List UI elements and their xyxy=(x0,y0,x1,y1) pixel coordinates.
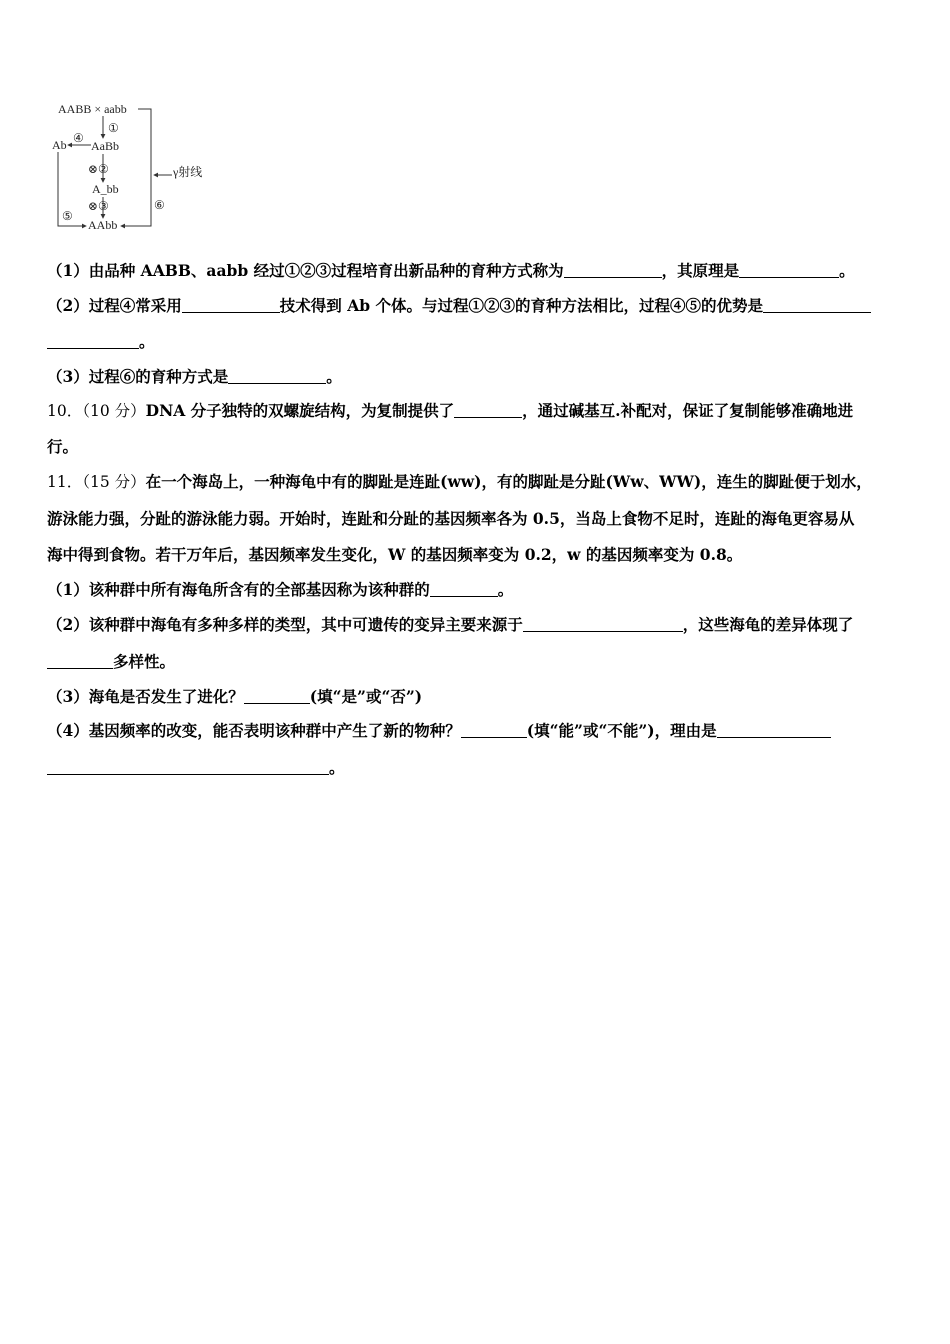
q9-part1: （1）由品种 AABB、aabb 经过①②③过程培育出新品种的育种方式称为 ，其原理是 。 xyxy=(47,261,855,280)
answer-blank[interactable] xyxy=(47,653,113,669)
q9-part2-cont: 。 xyxy=(47,332,155,352)
breeding-diagram xyxy=(48,98,218,236)
q11-line1: 11．（15 分）在一个海岛上，一种海龟中有的脚趾是连趾(ww)，有的脚趾是分趾(Ww、WW)，连生的脚趾便于划水， xyxy=(47,472,872,491)
answer-blank[interactable] xyxy=(228,368,326,384)
answer-blank[interactable] xyxy=(717,722,831,738)
q11-line3: 海中得到食物。若干万年后，基因频率发生变化，W 的基因频率变为 0.2，w 的基因频率变为 0.8。 xyxy=(47,545,743,564)
q11-part2-cont: 多样性。 xyxy=(47,652,175,672)
diagram-parents: AABB × aabb xyxy=(58,102,127,116)
answer-blank[interactable] xyxy=(739,262,839,278)
q11-line2: 游泳能力强，分趾的游泳能力弱。开始时，连趾和分趾的基因频率各为 0.5，当岛上食物不足时，连趾的海龟更容易从 xyxy=(47,509,855,528)
answer-blank[interactable] xyxy=(461,722,527,738)
path-parents-to-final xyxy=(121,109,151,226)
q9-part2: （2）过程④常采用 技术得到 Ab 个体。与过程①②③的育种方法相比，过程④⑤的优势是 xyxy=(47,296,871,316)
q9-part3: （3）过程⑥的育种方式是 。 xyxy=(47,367,342,386)
answer-blank[interactable] xyxy=(763,297,871,313)
diagram-step4: ④ xyxy=(73,131,84,145)
answer-blank[interactable] xyxy=(47,759,329,775)
diagram-f1: AaBb xyxy=(91,139,119,153)
diagram-step3: ⊗③ xyxy=(88,199,109,213)
diagram-final: AAbb xyxy=(88,218,118,232)
q11-part4-cont: 。 xyxy=(47,758,345,778)
q11-part4: （4）基因频率的改变，能否表明该种群中产生了新的物种？ (填“能”或“不能”)，理由是 xyxy=(47,721,831,741)
q11-part2: （2）该种群中海龟有多种多样的类型，其中可遗传的变异主要来源于 ，这些海龟的差异体现了 xyxy=(47,615,854,634)
answer-blank[interactable] xyxy=(244,688,310,704)
diagram-step5: ⑤ xyxy=(62,209,73,223)
q11-part1: （1）该种群中所有海龟所含有的全部基因称为该种群的 。 xyxy=(47,580,514,599)
diagram-gamma: γ射线 xyxy=(173,165,203,179)
answer-blank[interactable] xyxy=(564,262,662,278)
diagram-step2: ⊗② xyxy=(88,162,109,176)
answer-blank[interactable] xyxy=(47,333,139,349)
answer-blank[interactable] xyxy=(454,402,522,418)
diagram-middle: A_bb xyxy=(92,182,119,196)
answer-blank[interactable] xyxy=(430,581,498,597)
q10-number: 10．（10 分） xyxy=(47,402,146,420)
diagram-step1: ① xyxy=(108,121,119,135)
answer-blank[interactable] xyxy=(182,297,280,313)
q11-number: 11．（15 分） xyxy=(47,473,146,491)
q10-line2: 行。 xyxy=(47,437,79,456)
q10-line1: 10．（10 分）DNA 分子独特的双螺旋结构，为复制提供了 ，通过碱基互.补配对，保证了复制能够准确地进 xyxy=(47,401,854,420)
diagram-ab: Ab xyxy=(52,138,67,152)
q11-part3: （3）海龟是否发生了进化？ (填“是”或“否”) xyxy=(47,687,423,706)
answer-blank[interactable] xyxy=(523,616,683,632)
diagram-step6: ⑥ xyxy=(154,198,165,212)
